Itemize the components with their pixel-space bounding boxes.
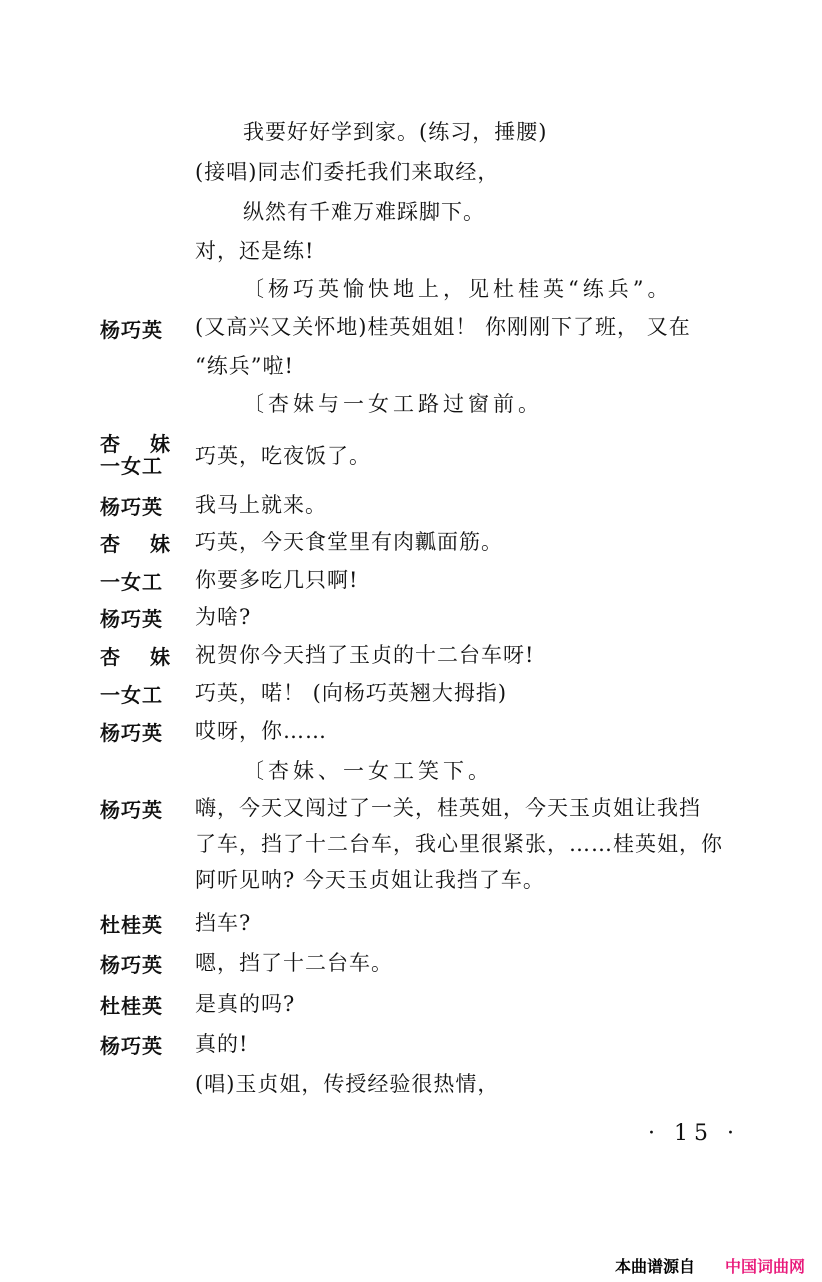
speaker-name: 杨巧英 [100,495,163,519]
speaker-name: 杏妹 [100,645,200,669]
dialogue-line: 你要多吃几只啊! [195,568,359,592]
dialogue-line: 阿听见呐? 今天玉贞姐让我挡了车。 [195,868,545,892]
dialogue-line: (又高兴又关怀地)桂英姐姐！ 你刚刚下了班， 又在 [195,315,691,339]
script-line: 对，还是练! [195,239,315,263]
speaker-name: 一女工 [100,683,163,707]
stage-direction: 〔杨巧英愉快地上，见杜桂英“练兵”。 [243,277,673,301]
footer-site-link[interactable]: 中国词曲网 [725,1257,806,1276]
speaker-name: 杨巧英 [100,318,163,342]
dialogue-line: 挡车? [195,911,252,935]
dialogue-line: 嗯，挡了十二台车。 [195,951,393,975]
dialogue-line: 我马上就来。 [195,493,327,517]
speaker-name: 一女工 [100,454,163,478]
dialogue-line: 巧英，今天食堂里有肉瓤面筋。 [195,530,503,554]
speaker-name: 杨巧英 [100,607,163,631]
script-line: 我要好好学到家。(练习，捶腰) [243,120,548,144]
dialogue-line: 祝贺你今天挡了玉贞的十二台车呀! [195,643,535,667]
script-line: (接唱)同志们委托我们来取经， [195,160,500,184]
page-number: · 15 · [648,1121,740,1146]
dialogue-line: 嗨，今天又闯过了一关，桂英姐，今天玉贞姐让我挡 [195,796,701,820]
dialogue-line: 了车，挡了十二台车，我心里很紧张，……桂英姐，你 [195,832,723,856]
dialogue-line: 巧英，喏！ (向杨巧英翘大拇指) [195,681,508,705]
dialogue-line: (唱)玉贞姐，传授经验很热情， [195,1072,500,1096]
footer-source-label: 本曲谱源自 [615,1257,696,1276]
dialogue-line: 为啥? [195,605,252,629]
speaker-name: 杨巧英 [100,721,163,745]
dialogue-line: 哎呀，你…… [195,719,327,743]
script-line: 纵然有千难万难踩脚下。 [243,200,485,224]
stage-direction: 〔杏妹、一女工笑下。 [243,759,493,783]
speaker-name: 杨巧英 [100,1034,163,1058]
speaker-name: 杨巧英 [100,798,163,822]
speaker-name: 杏妹 [100,432,200,456]
stage-direction: 〔杏妹与一女工路过窗前。 [243,392,543,416]
speaker-name: 杜桂英 [100,994,163,1018]
dialogue-line: 巧英，吃夜饭了。 [195,444,371,468]
dialogue-line: “练兵”啦! [195,354,294,378]
dialogue-line: 是真的吗? [195,992,296,1016]
speaker-name: 杏妹 [100,532,200,556]
dialogue-line: 真的! [195,1032,249,1056]
speaker-name: 杜桂英 [100,913,163,937]
speaker-name: 杨巧英 [100,953,163,977]
speaker-name: 一女工 [100,570,163,594]
